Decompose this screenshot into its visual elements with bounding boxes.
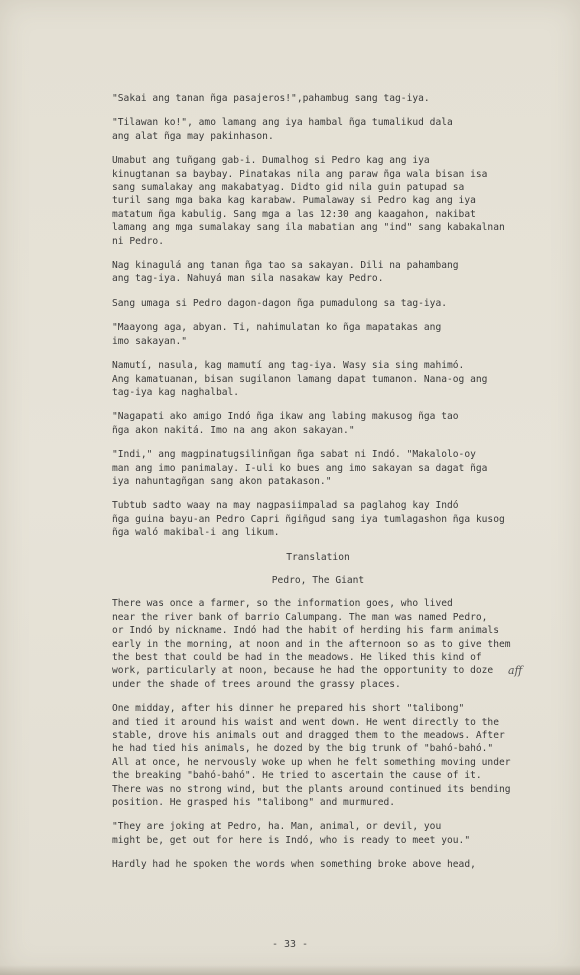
text-line: man ang imo panimalay. I-uli ko bues ang imo sakayan sa dagat ñga <box>112 462 488 474</box>
translation-heading: Translation <box>286 551 350 563</box>
text-line: turil sang mga baka kag karabaw. Pumalaway si Pedro kag ang iya <box>112 195 476 207</box>
text-line: ang alat ñga may pakinhason. <box>112 130 274 142</box>
text-line: the breaking "bahó-bahó". He tried to ascertain the cause of it. <box>112 770 482 782</box>
text-paragraph <box>112 116 524 143</box>
text-line: or Indó by nickname. Indó had the habit of herding his farm animals <box>112 625 499 637</box>
translation-paragraph <box>112 858 524 871</box>
text-line: matatum ñga kabulig. Sang mga a las 12:30 ang kaagahon, nakibat <box>112 208 476 220</box>
text-line: ñga akon nakitá. Imo na ang akon sakayan." <box>112 424 355 436</box>
translation-paragraph <box>112 820 524 847</box>
text-line: iya nahuntagñgan sang akon patakason." <box>112 475 332 487</box>
translation-title: Pedro, The Giant <box>271 574 365 586</box>
text-line: Ang kamatuanan, bisan sugilanon lamang dapat tumanon. Nana-og ang <box>112 373 488 385</box>
text-line: tag-iya kag naghalbal. <box>112 386 240 398</box>
text-line: There was once a farmer, so the information goes, who lived <box>112 598 453 610</box>
text-line: kinugtanan sa baybay. Pinatakas nila ang paraw ñga wala bisan isa <box>112 168 488 180</box>
document-body <box>112 92 524 872</box>
text-line: All at once, he nervously woke up when he felt something moving under <box>112 756 511 768</box>
text-paragraph <box>112 154 524 248</box>
text-line: ñga guina bayu-an Pedro Capri ñgiñgud sang iya tumlagashon ñga kusog <box>112 513 505 525</box>
text-line: Hardly had he spoken the words when something broke above head, <box>112 859 476 871</box>
text-line: ang tag-iya. Nahuyá man sila nasakaw kay Pedro. <box>112 273 384 285</box>
text-line: the best that could be had in the meadows. He liked this kind of <box>112 652 482 663</box>
text-line: ñga waló makibal-i ang likum. <box>112 527 280 539</box>
text-paragraph <box>112 499 524 539</box>
page-edge-shadow <box>0 965 580 975</box>
text-paragraph <box>112 297 524 310</box>
text-paragraph <box>112 448 524 488</box>
text-line: position. He grasped his "talibong" and murmured. <box>112 797 396 809</box>
text-line: Umabut ang tuñgang gab-i. Dumalhog si Pedro kag ang iya <box>112 155 430 167</box>
text-line: There was no strong wind, but the plants around continued its bending <box>112 783 511 795</box>
text-line: near the river bank of barrio Calumpang. The man was named Pedro, <box>112 611 488 623</box>
text-paragraph <box>112 259 524 286</box>
text-line: "Indi," ang magpinatugsilinñgan ñga sabat ni Indó. "Makalolo-oy <box>112 449 476 461</box>
text-line: and tied it around his waist and went down. He went directly to the <box>112 716 499 728</box>
text-line: under the shade of trees around the grassy places. <box>112 678 401 690</box>
handwritten-margin-mark: aff <box>508 664 523 677</box>
text-paragraph <box>112 92 524 105</box>
text-line: One midday, after his dinner he prepared his short "talibong" <box>112 703 465 715</box>
text-line: ni Pedro. <box>112 235 164 247</box>
text-line: early in the morning, at noon and in the afternoon so as to give them <box>112 638 511 650</box>
text-line: Tubtub sadto waay na may nagpasiimpalad sa paglahog kay Indó <box>112 500 459 512</box>
text-line: "Nagapati ako amigo Indó ñga ikaw ang labing makusog ñga tao <box>112 411 459 423</box>
text-line: Nag kinagulá ang tanan ñga tao sa sakayan. Dili na pahambang <box>112 260 459 272</box>
text-line: "They are joking at Pedro, ha. Man, animal, or devil, you <box>112 821 442 833</box>
text-line: Sang umaga si Pedro dagon-dagon ñga pumadulong sa tag-iya. <box>112 297 448 309</box>
translation-paragraph <box>112 702 524 809</box>
text-line: sang sumalakay ang makabatyag. Didto gid nila guin patupad sa <box>112 182 465 194</box>
text-line: "Maayong aga, abyan. Ti, nahimulatan ko ñga mapatakas ang <box>112 322 442 334</box>
text-line: "Tilawan ko!", amo lamang ang iya hambal ñga tumalikud dala <box>112 117 453 129</box>
text-paragraph <box>112 359 524 399</box>
text-line: stable, drove his animals out and dragged them to the meadows. After <box>112 730 505 742</box>
text-line: "Sakai ang tanan ñga pasajeros!",pahambug sang tag-iya. <box>112 93 430 104</box>
text-line: might be, get out for here is Indó, who is ready to meet you." <box>112 834 471 846</box>
translation-paragraph <box>112 597 524 691</box>
text-line: Namutí, nasula, kag mamutí ang tag-iya. Wasy sia sing mahimó. <box>112 360 465 372</box>
text-line: lamang ang mga sumalakay sang ila mabatian ang "ind" sang kabakalnan <box>112 222 505 234</box>
text-paragraph <box>112 321 524 348</box>
page-number: - 33 - <box>271 939 309 950</box>
text-line: work, particularly at noon, because he had the opportunity to doze <box>112 665 494 677</box>
text-line: imo sakayan." <box>112 335 188 347</box>
text-paragraph <box>112 410 524 437</box>
text-line: he had tied his animals, he dozed by the big trunk of "bahó-bahó." <box>112 743 494 755</box>
